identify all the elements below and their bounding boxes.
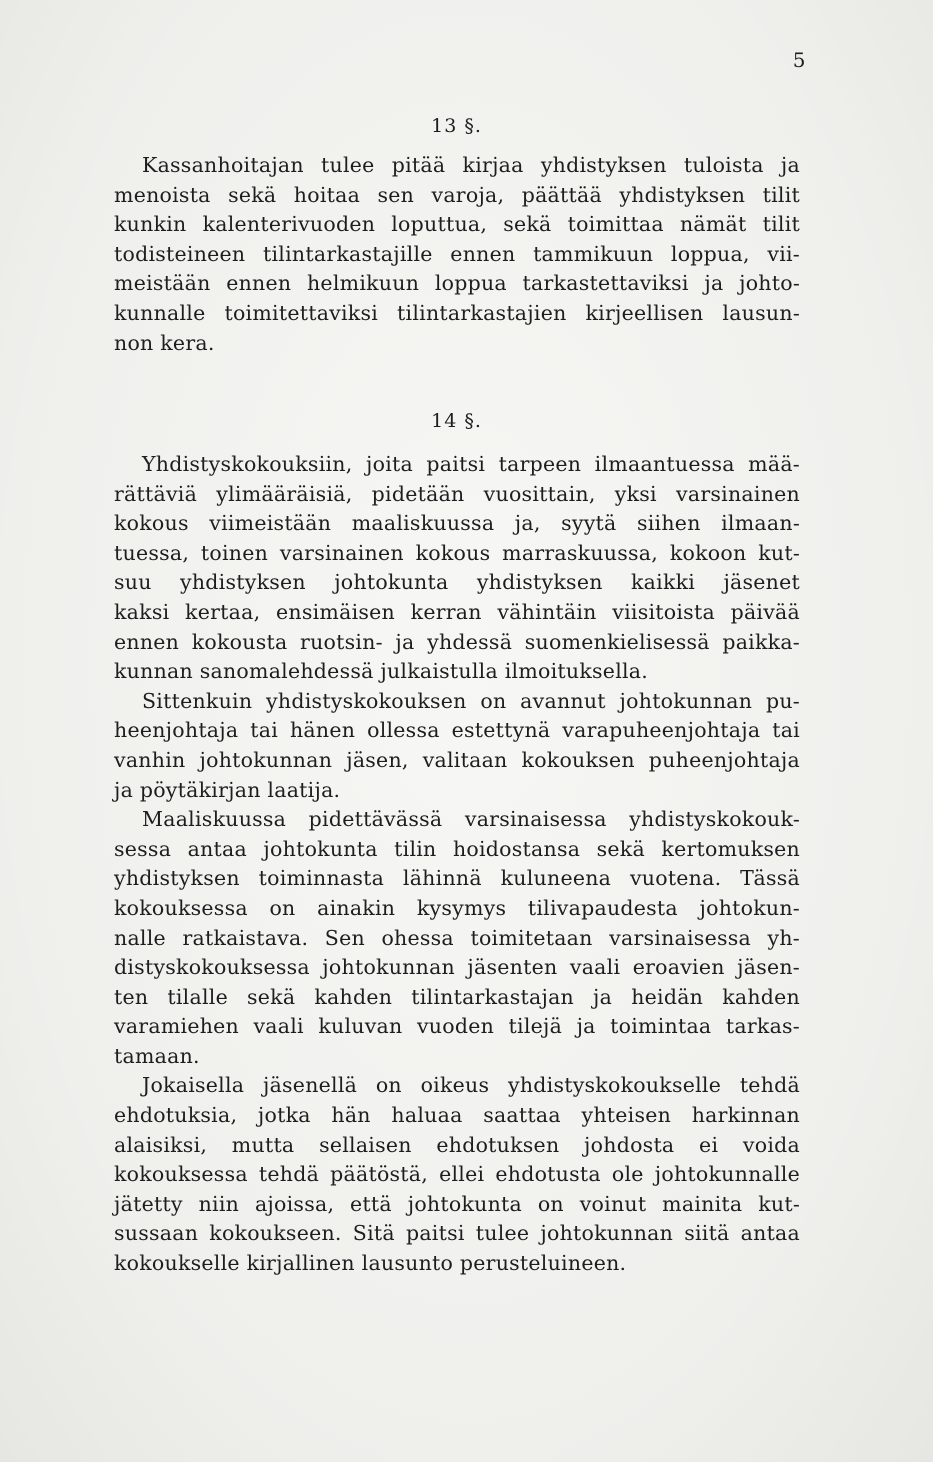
paragraph — [88, 687, 800, 805]
text-line: kokoukselle kirjallinen lausunto perusteluineen. — [114, 1251, 627, 1276]
text-line: meistään ennen helmikuun loppua tarkastettaviksi ja johto- — [114, 271, 800, 296]
text-line: kokouksessa tehdä päätöstä, ellei ehdotusta ole johtokunnalle — [114, 1162, 800, 1187]
paragraph — [88, 805, 800, 1071]
text-line: Jokaisella jäsenellä on oikeus yhdistyskokoukselle tehdä — [142, 1073, 800, 1098]
paragraph — [88, 450, 800, 687]
text-line: kunnan sanomalehdessä julkaistulla ilmoituksella. — [114, 659, 649, 684]
text-line: kunnalle toimitettaviksi tilintarkastajien kirjeellisen lausun- — [114, 300, 800, 325]
text-line: yhdistyksen toiminnasta lähinnä kuluneena vuotena. Tässä — [114, 866, 800, 891]
section-13-body — [88, 151, 800, 358]
text-line: non kera. — [114, 330, 215, 355]
paragraph — [88, 1071, 800, 1278]
text-line: nalle ratkaistava. Sen ohessa toimitetaan varsinaisessa yh- — [114, 925, 800, 950]
text-line: ehdotuksia, jotka hän haluaa saattaa yhteisen harkinnan — [114, 1103, 800, 1128]
text-line: kokouksessa on ainakin kysymys tilivapaudesta johtokun- — [114, 895, 800, 920]
text-line: Maaliskuussa pidettävässä varsinaisessa yhdistyskokouk- — [142, 807, 800, 832]
text-line: ja pöytäkirjan laatija. — [114, 777, 341, 802]
text-line: alaisiksi, mutta sellaisen ehdotuksen johdosta ei voida — [114, 1132, 800, 1157]
text-line: rättäviä ylimääräisiä, pidetään vuosittain, yksi varsinainen — [114, 481, 800, 506]
text-line: distyskokouksessa johtokunnan jäsenten vaali eroavien jäsen- — [114, 955, 800, 980]
paragraph — [88, 151, 800, 358]
text-line: Yhdistyskokouksiin, joita paitsi tarpeen ilmaantuessa mää- — [142, 452, 800, 476]
section-14-body — [88, 450, 800, 1279]
text-line: sussaan kokoukseen. Sitä paitsi tulee johtokunnan siitä antaa — [114, 1221, 800, 1246]
text-line: tamaan. — [114, 1043, 200, 1068]
text-line: jätetty niin ajoissa, että johtokunta on voinut mainita kut- — [114, 1191, 800, 1216]
page-number: 5 — [792, 48, 806, 72]
text-line: varamiehen vaali kuluvan vuoden tilejä ja toimintaa tarkas- — [114, 1014, 800, 1039]
text-line: heenjohtaja tai hänen ollessa estettynä varapuheenjohtaja tai — [114, 718, 800, 743]
text-line: ennen kokousta ruotsin- ja yhdessä suomenkielisessä paikka- — [114, 629, 800, 654]
section-heading-14: 14 §. — [431, 410, 482, 432]
text-line: Sittenkuin yhdistyskokouksen on avannut johtokunnan pu- — [142, 688, 800, 713]
text-line: vanhin johtokunnan jäsen, valitaan kokouksen puheenjohtaja — [114, 747, 800, 772]
text-line: sessa antaa johtokunta tilin hoidostansa sekä kertomuksen — [114, 836, 800, 861]
text-line: Kassanhoitajan tulee pitää kirjaa yhdistyksen tuloista ja — [142, 153, 800, 177]
text-line: ten tilalle sekä kahden tilintarkastajan ja heidän kahden — [114, 984, 800, 1009]
text-line: menoista sekä hoitaa sen varoja, päättää yhdistyksen tilit — [114, 182, 800, 207]
text-line: todisteineen tilintarkastajille ennen tammikuun loppua, vii- — [114, 241, 800, 266]
text-line: tuessa, toinen varsinainen kokous marraskuussa, kokoon kut- — [114, 540, 800, 565]
text-line: kokous viimeistään maaliskuussa ja, syytä siihen ilmaan- — [114, 511, 800, 536]
section-heading-13: 13 §. — [431, 115, 482, 137]
text-line: kunkin kalenterivuoden loputtua, sekä toimittaa nämät tilit — [114, 212, 800, 237]
text-line: kaksi kertaa, ensimäisen kerran vähintäin viisitoista päivää — [114, 599, 800, 624]
text-line: suu yhdistyksen johtokunta yhdistyksen kaikki jäsenet — [114, 570, 800, 595]
